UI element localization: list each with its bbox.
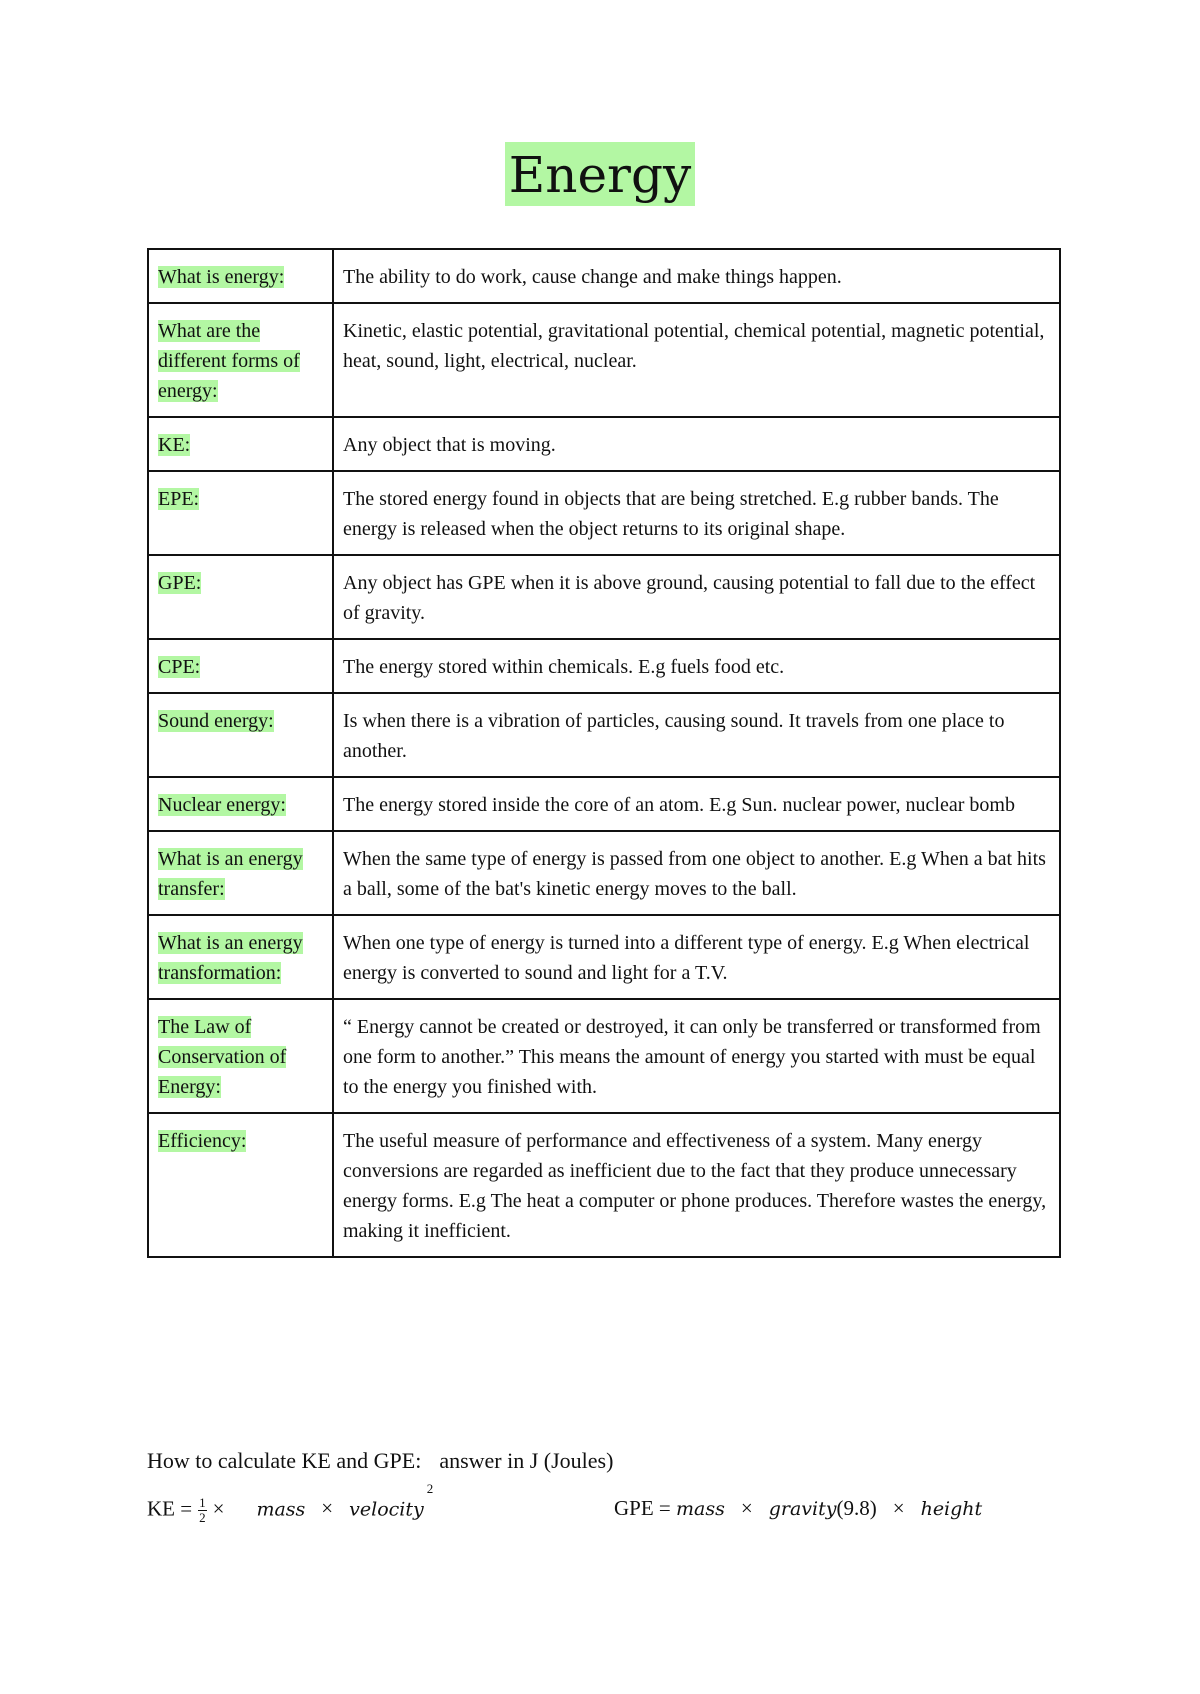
term-cell [148,303,333,417]
ke-formula [147,1481,434,1525]
calculation-heading-text: How to calculate KE and GPE: [147,1448,422,1473]
term-cell [148,999,333,1113]
definition-cell: The ability to do work, cause change and make things happen. [333,249,1060,303]
term-cell [148,417,333,471]
fraction-denominator: 2 [199,1510,206,1525]
term-label: What are the different forms of energy: [158,320,300,402]
definition-cell: When the same type of energy is passed from one object to another. E.g When a bat hits a ball, some of the bat's kinetic energy moves to the ball. [333,831,1060,915]
table-row [148,303,1060,417]
ke-exponent: 2 [426,1481,434,1497]
gpe-gravity-value: (9.8) [836,1496,877,1520]
gpe-mass: mass [676,1498,725,1520]
term-label: EPE: [158,488,200,510]
term-cell [148,831,333,915]
term-cell [148,471,333,555]
table-row [148,999,1060,1113]
definition-cell: Any object has GPE when it is above ground, causing potential to fall due to the effect of gravity. [333,555,1060,639]
energy-glossary-table [147,248,1061,1258]
term-cell [148,777,333,831]
term-label: What is energy: [158,266,285,288]
gpe-times-1: × [740,1496,753,1520]
page-title-wrapper [0,142,1200,206]
ke-velocity: velocity [349,1498,424,1521]
term-label: Efficiency: [158,1130,247,1152]
term-label: KE: [158,434,191,456]
table-row [148,555,1060,639]
definition-cell: When one type of energy is turned into a different type of energy. E.g When electrical energy is converted to sound and light for a T.V. [333,915,1060,999]
term-label: GPE: [158,572,202,594]
gpe-times-2: × [892,1496,905,1520]
gpe-formula [614,1496,982,1521]
ke-times-1: × [212,1496,225,1521]
term-label: What is an energy transformation: [158,932,303,984]
term-cell [148,555,333,639]
gpe-lhs: GPE = [614,1496,671,1520]
term-label: Nuclear energy: [158,794,286,816]
term-label: The Law of Conservation of Energy: [158,1016,287,1098]
page-title: Energy [505,142,695,206]
term-label: Sound energy: [158,710,274,732]
definition-cell: The stored energy found in objects that are being stretched. E.g rubber bands. The energy is released when the object returns to its original shape. [333,471,1060,555]
table-row [148,777,1060,831]
unit-note: answer in J (Joules) [439,1448,614,1473]
table-row [148,915,1060,999]
calculation-heading [147,1448,613,1474]
table-row [148,693,1060,777]
term-cell [148,693,333,777]
definition-cell: The useful measure of performance and effectiveness of a system. Many energy conversions are regarded as inefficient due to the fact that they produce unnecessary energy forms. E.g The heat a computer or phone produces. Therefore wastes the energy, making it inefficient. [333,1113,1060,1257]
definition-cell: Kinetic, elastic potential, gravitational potential, chemical potential, magnetic potential, heat, sound, light, electrical, nuclear. [333,303,1060,417]
table-row [148,639,1060,693]
term-cell [148,915,333,999]
definition-cell: The energy stored within chemicals. E.g fuels food etc. [333,639,1060,693]
glossary-body [148,249,1060,1257]
gpe-gravity: gravity [768,1498,837,1520]
gpe-height: height [920,1498,983,1520]
term-label: What is an energy transfer: [158,848,303,900]
term-cell [148,249,333,303]
table-row [148,831,1060,915]
ke-mass: mass [256,1498,306,1521]
table-row [148,249,1060,303]
definition-cell: The energy stored inside the core of an atom. E.g Sun. nuclear power, nuclear bomb [333,777,1060,831]
definition-cell: Is when there is a vibration of particles, causing sound. It travels from one place to another. [333,693,1060,777]
half-fraction [198,1496,207,1525]
table-row [148,417,1060,471]
definition-cell: Any object that is moving. [333,417,1060,471]
table-row [148,471,1060,555]
ke-lhs: KE = [147,1496,193,1521]
fraction-numerator: 1 [199,1495,206,1510]
table-row [148,1113,1060,1257]
term-cell [148,1113,333,1257]
term-label: CPE: [158,656,201,678]
definition-cell: “ Energy cannot be created or destroyed, it can only be transferred or transformed from one form to another.” This means the amount of energy you started with must be equal to the energy you finished with. [333,999,1060,1113]
ke-times-2: × [321,1496,334,1521]
term-cell [148,639,333,693]
